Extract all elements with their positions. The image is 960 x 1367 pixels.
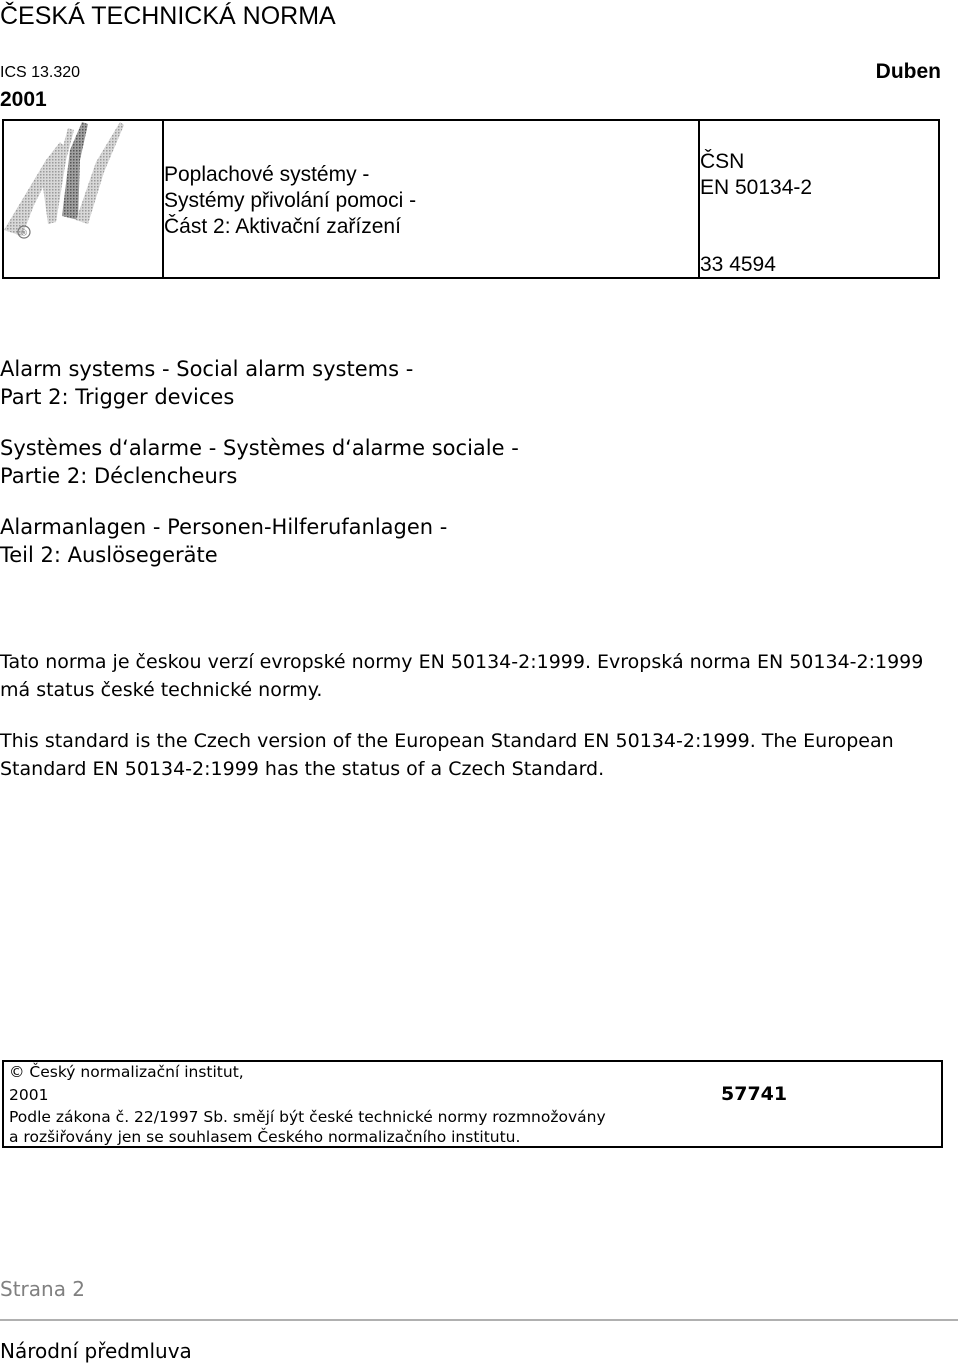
standard-designation bbox=[700, 149, 812, 201]
classification-number: 33 4594 bbox=[700, 253, 776, 276]
title-line: Systémy přivolání pomoci - bbox=[164, 189, 417, 212]
cni-logo-icon bbox=[4, 120, 160, 248]
title-line: Part 2: Trigger devices bbox=[0, 385, 235, 409]
price-code: 57741 bbox=[721, 1083, 788, 1105]
title-english bbox=[0, 355, 413, 411]
norm-type-heading: ČESKÁ TECHNICKÁ NORMA bbox=[0, 2, 336, 30]
standard-number: EN 50134-2 bbox=[700, 176, 813, 199]
issue-year: 2001 bbox=[0, 88, 47, 111]
title-line: Teil 2: Auslösegeräte bbox=[0, 543, 218, 567]
status-statement-czech: Tato norma je českou verzí evropské normy EN 50134-2:1999. Evropská norma EN 50134-2:1999 má status české technické normy. bbox=[0, 651, 924, 701]
title-german bbox=[0, 513, 447, 569]
csn-label: ČSN bbox=[700, 150, 745, 173]
title-line: Systèmes d‘alarme - Systèmes d‘alarme sociale - bbox=[0, 436, 519, 460]
page-divider bbox=[0, 1319, 958, 1321]
title-czech bbox=[164, 162, 416, 240]
issue-month: Duben bbox=[875, 60, 941, 83]
title-line: Partie 2: Déclencheurs bbox=[0, 464, 238, 488]
title-french bbox=[0, 434, 519, 490]
copyright-year: 2001 bbox=[9, 1086, 49, 1104]
page-number: Strana 2 bbox=[0, 1277, 86, 1301]
title-line: Alarmanlagen - Personen-Hilferufanlagen - bbox=[0, 515, 448, 539]
copyright-notice-line: Podle zákona č. 22/1997 Sb. smějí být české technické normy rozmnožovány bbox=[9, 1108, 606, 1126]
section-heading: Národní předmluva bbox=[0, 1339, 192, 1363]
ics-code: ICS 13.320 bbox=[0, 64, 81, 81]
status-statement-english: This standard is the Czech version of the European Standard EN 50134-2:1999. The European Standard EN 50134-2:1999 has the status of a Czech Standard. bbox=[0, 730, 894, 780]
copyright-owner: © Český normalizační institut, bbox=[9, 1063, 244, 1081]
registered-mark: ® bbox=[20, 228, 28, 238]
title-line: Alarm systems - Social alarm systems - bbox=[0, 357, 414, 381]
title-line: Část 2: Aktivační zařízení bbox=[164, 215, 401, 238]
copyright-notice-line: a rozšiřovány jen se souhlasem Českého normalizačního institutu. bbox=[9, 1128, 521, 1146]
title-line: Poplachové systémy - bbox=[164, 163, 370, 186]
